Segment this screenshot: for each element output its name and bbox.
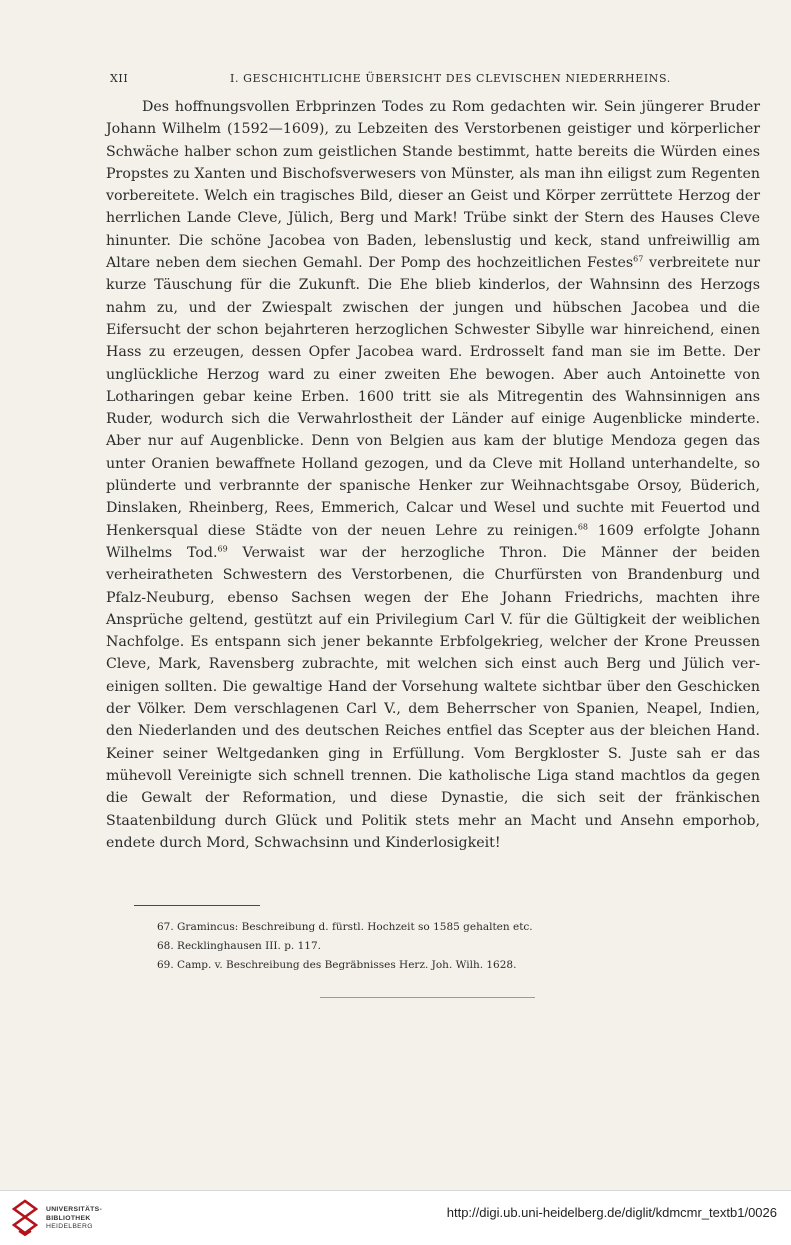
body-text bbox=[106, 96, 760, 854]
text-segment-4: Verwaist war der herzogliche Thron. Die Männer der beiden verheiratheten Schwestern des Verstorbenen, die Churfürsten von Brandenburg und Pfalz-Neuburg, ebenso Sachsen wegen der Ehe Johann Friedrichs, machten ihre Ansprüche geltend, gestützt auf ein Privilegium Carl V. für die Gültigkeit der weiblichen Nachfolge. Es entspann sich jener bekannte Erbfolgekrieg, welcher der Krone Preussen Cleve, Mark, Ravensberg zubrachte, mit welchen sich einst auch Berg und Jülich vereinigen sollten. Die gewaltige Hand der Vorsehung waltete sichtbar über den Geschicken der Völker. Dem verschlagenen Carl V., dem Beherrscher von Spanien, Neapel, Indien, den Niederlanden und des deutschen Reiches entfiel das Scepter aus der bleichen Hand. Keiner seiner Weltgedanken ging in Erfüllung. Vom Bergkloster S. Juste sah er das mühevoll Vereinigte sich schnell trennen. Die katholische Liga stand machtlos da gegen die Gewalt der Reformation, und diese Dynastie, die sich seit der fränkischen Staatenbildung durch Glück und Politik stets mehr an Macht und Ansehn emporhob, endete durch Mord, Schwachsinn und Kinderlosigkeit! bbox=[106, 544, 760, 851]
footnote-69: 69. Camp. v. Beschreibung des Begräbnisses Herz. Joh. Wilh. 1628. bbox=[157, 959, 517, 971]
footnote-68: 68. Recklinghausen III. p. 117. bbox=[157, 940, 321, 952]
text-segment-2: verbreitete nur kurze Täuschung für die Zukunft. Die Ehe blieb kinderlos, der Wahnsinn des Herzogs nahm zu, und der Zwiespalt zwischen der jungen und hübschen Jacobea und die Eifersucht der schon bejahrteren herzoglichen Schwester Sibylle war hinreichend, einen Hass zu erzeugen, dessen Opfer Jacobea ward. Erdrosselt fand man sie im Bette. Der unglückliche Herzog ward zu einer zweiten Ehe bewogen. Aber auch Antoinette von Lotharingen gebar keine Erben. 1600 tritt sie als Mitregentin des Wahnsinnigen ans Ruder, wodurch sich die Verwahrlostheit der Länder auf einige Augenblicke minderte. Aber nur auf Augenblicke. Denn von Belgien aus kam der blutige Mendoza gegen das unter Oranien bewaffnete Holland gezogen, und da Cleve mit Holland unterhandelte, so plünderte und verbrannte der spanische Henker zur Weihnachtsgabe Orsoy, Büderich, Dinslaken, Rheinberg, Rees, Emmerich, Calcar und Wesel und suchte mit Feuertod und Henkersqual diese Städte von der neuen Lehre zu reinigen. bbox=[106, 255, 760, 539]
library-name: UNIVERSITÄTS- BIBLIOTHEK HEIDELBERG bbox=[46, 1206, 103, 1230]
library-logo-icon bbox=[10, 1199, 40, 1237]
running-head bbox=[110, 72, 760, 90]
running-title: I. GESCHICHTLICHE ÜBERSICHT DES CLEVISCHEN NIEDERRHEINS. bbox=[230, 72, 671, 85]
footnote-ref-68: 68 bbox=[577, 521, 589, 531]
text-segment-1: Des hoffnungsvollen Erbprinzen Todes zu Rom gedachten wir. Sein jüngerer Bruder Johann Wilhelm (1592—1609), zu Lebzeiten des Verstorbenen geistiger und körperlicher Schwäche halber schon zum geistlichen Stande bestimmt, hatte bereits die Würden eines Propstes zu Xanten und Bischofsverwesers von Münster, als man ihn eiligst zum Regenten vorbereitete. Welch ein tragisches Bild, dieser an Geist und Körper zerrüttete Herzog der herrlichen Lande Cleve, Jülich, Berg und Mark! Trübe sinkt der Stern des Hauses Cleve hinunter. Die schöne Jacobea von Baden, lebenslustig und keck, stand unfreiwillig am Altare neben dem siechen Gemahl. Der Pomp des hochzeitlichen Festes bbox=[106, 99, 760, 272]
viewer-footer bbox=[0, 1190, 791, 1245]
footnote-ref-67: 67 bbox=[633, 254, 644, 264]
text-segment-3: 1609 erfolgte Johann Wilhelms Tod. bbox=[106, 522, 760, 561]
paragraph bbox=[106, 96, 760, 854]
footnote-divider bbox=[134, 905, 260, 906]
footnotes bbox=[157, 918, 717, 975]
footnote-ref-69: 69 bbox=[217, 544, 228, 554]
page-number: XII bbox=[110, 72, 129, 85]
end-rule bbox=[320, 997, 535, 998]
source-url-link[interactable]: http://digi.ub.uni-heidelberg.de/diglit/kdmcmr_textb1/0026 bbox=[446, 1205, 777, 1220]
footnote-67: 67. Graminсus: Beschreibung d. fürstl. Hochzeit so 1585 gehalten etc. bbox=[157, 921, 533, 933]
